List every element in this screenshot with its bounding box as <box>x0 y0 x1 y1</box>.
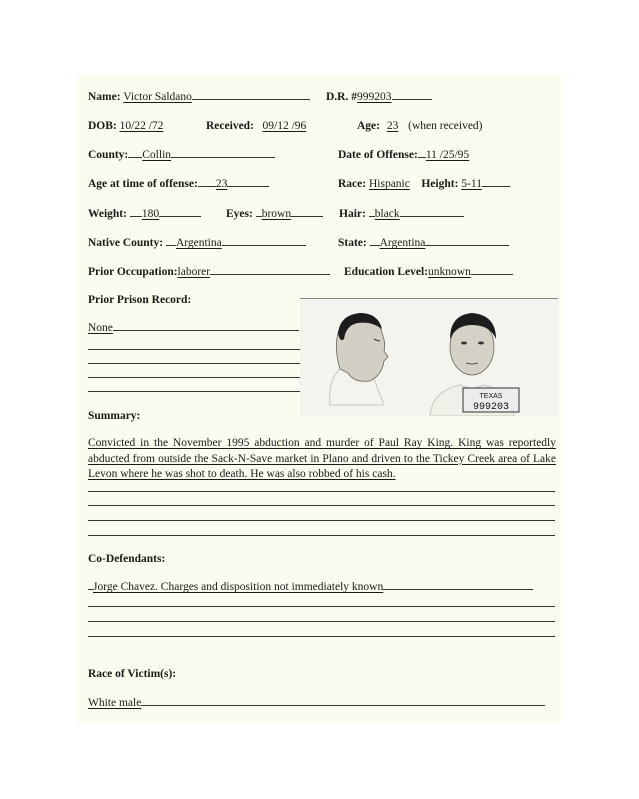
occupation-underline <box>210 273 330 275</box>
summary-line-7 <box>88 535 555 536</box>
victim-underline <box>141 704 545 706</box>
education-label: Education Level: <box>344 266 429 278</box>
county-underline-lead <box>128 156 142 158</box>
state-underline-lead <box>370 244 380 246</box>
prior-record-underline <box>113 329 299 331</box>
age-offense-underline-lead <box>198 185 216 187</box>
dob-label: DOB: <box>88 120 117 132</box>
native-county-underline <box>222 244 306 246</box>
native-county-value: Argentina <box>175 237 222 249</box>
summary-heading <box>88 410 140 422</box>
eyes-row <box>226 208 323 220</box>
county-value: Collin <box>142 149 172 161</box>
codefendants-underline <box>383 588 533 590</box>
victim-text: White male <box>88 697 142 709</box>
summary-line-5 <box>88 505 555 506</box>
summary-label: Summary: <box>88 410 141 422</box>
weight-underline <box>159 215 201 217</box>
age-note: (when received) <box>408 120 483 132</box>
age-label: Age: <box>357 120 380 132</box>
received-value: 09/12 /96 <box>262 120 307 132</box>
state-value: Argentina <box>379 237 426 249</box>
prior-record-line-2 <box>88 349 300 350</box>
codefendants-heading <box>88 553 165 565</box>
prior-record-label: Prior Prison Record: <box>88 294 192 306</box>
age-offense-underline <box>227 185 269 187</box>
height-value: 5-11 <box>461 178 482 190</box>
eyes-value: brown <box>261 208 292 220</box>
offense-date-value: 11 /25/95 <box>425 149 470 161</box>
victim-label: Race of Victim(s): <box>88 668 177 680</box>
native-county-row <box>88 237 306 249</box>
name-label: Name: <box>88 91 121 103</box>
weight-label: Weight: <box>88 208 127 220</box>
county-underline <box>171 156 275 158</box>
dob-value: 10/22 /72 <box>119 120 164 132</box>
offense-date-label: Date of Offense: <box>338 149 418 161</box>
weight-value: 180 <box>141 208 160 220</box>
codefendants-label: Co-Defendants: <box>88 553 166 565</box>
codefendants-text: Jorge Chavez. Charges and disposition not immediately known <box>93 581 384 593</box>
name-underline <box>192 98 310 100</box>
prior-record-line-4 <box>88 377 300 378</box>
age-offense-label: Age at time of offense: <box>88 178 198 190</box>
dr-underline <box>392 98 432 100</box>
education-value: unknown <box>428 266 471 278</box>
mugshot-photo <box>300 298 558 416</box>
profile-face <box>330 313 388 405</box>
victim-heading <box>88 668 176 680</box>
eyes-underline <box>291 215 323 217</box>
native-county-underline-lead <box>166 244 176 246</box>
state-label: State: <box>338 237 367 249</box>
state-underline <box>425 244 509 246</box>
summary-text: Convicted in the November 1995 abduction and murder of Paul Ray King. King was reportedly abducted from outside the Sack-N-Save market in Plano and driven to the Tickey Creek area of Lake Levon where he was shot to death. He was also robbed of his cash. <box>88 437 556 480</box>
codefendants-line-3 <box>88 621 555 622</box>
codefendants-line-4 <box>88 636 555 637</box>
prior-record-line-3 <box>88 363 300 364</box>
occupation-value: laborer <box>177 266 211 278</box>
codefendants-line-2 <box>88 606 555 607</box>
received-row <box>206 120 306 132</box>
summary-line-6 <box>88 520 555 521</box>
hair-underline <box>400 215 464 217</box>
hair-row <box>339 208 464 220</box>
codefendants-value-row <box>88 581 533 593</box>
occupation-row <box>88 266 330 278</box>
dr-label: D.R. # <box>326 91 357 103</box>
county-row <box>88 149 275 161</box>
offense-date-row <box>338 149 469 161</box>
dob-row <box>88 120 163 132</box>
victim-value-row <box>88 697 545 709</box>
race-row <box>338 178 510 190</box>
dr-value: 999203 <box>357 91 392 103</box>
hair-value: black <box>374 208 400 220</box>
race-label: Race: <box>338 178 367 190</box>
offense-date-underline-lead <box>418 156 426 158</box>
county-label: County: <box>88 149 129 161</box>
native-county-label: Native County: <box>88 237 164 249</box>
state-row <box>338 237 509 249</box>
age-offense-row <box>88 178 269 190</box>
summary-line-4 <box>88 491 555 492</box>
dr-row <box>326 91 432 103</box>
age-offense-value: 23 <box>215 178 228 190</box>
placard-state: TEXAS <box>479 393 503 400</box>
hair-label: Hair: <box>339 208 366 220</box>
weight-underline-lead <box>130 215 142 217</box>
mugshot-image <box>300 299 558 416</box>
prior-record-line-5 <box>88 391 300 392</box>
name-row <box>88 91 310 103</box>
eyes-label: Eyes: <box>226 208 253 220</box>
occupation-label: Prior Occupation: <box>88 266 178 278</box>
height-underline <box>482 185 510 187</box>
received-label: Received: <box>206 120 254 132</box>
education-underline <box>471 273 513 275</box>
prior-record-value-row <box>88 322 299 334</box>
age-row <box>357 120 483 132</box>
height-label: Height: <box>421 178 459 190</box>
name-value: Victor Saldano <box>123 91 192 103</box>
placard-number: 999203 <box>472 402 510 413</box>
prior-record-row <box>88 294 191 306</box>
age-value: 23 <box>386 120 399 132</box>
education-row <box>344 266 513 278</box>
prior-record-value: None <box>88 322 113 334</box>
weight-row <box>88 208 201 220</box>
race-value: Hispanic <box>368 178 410 190</box>
